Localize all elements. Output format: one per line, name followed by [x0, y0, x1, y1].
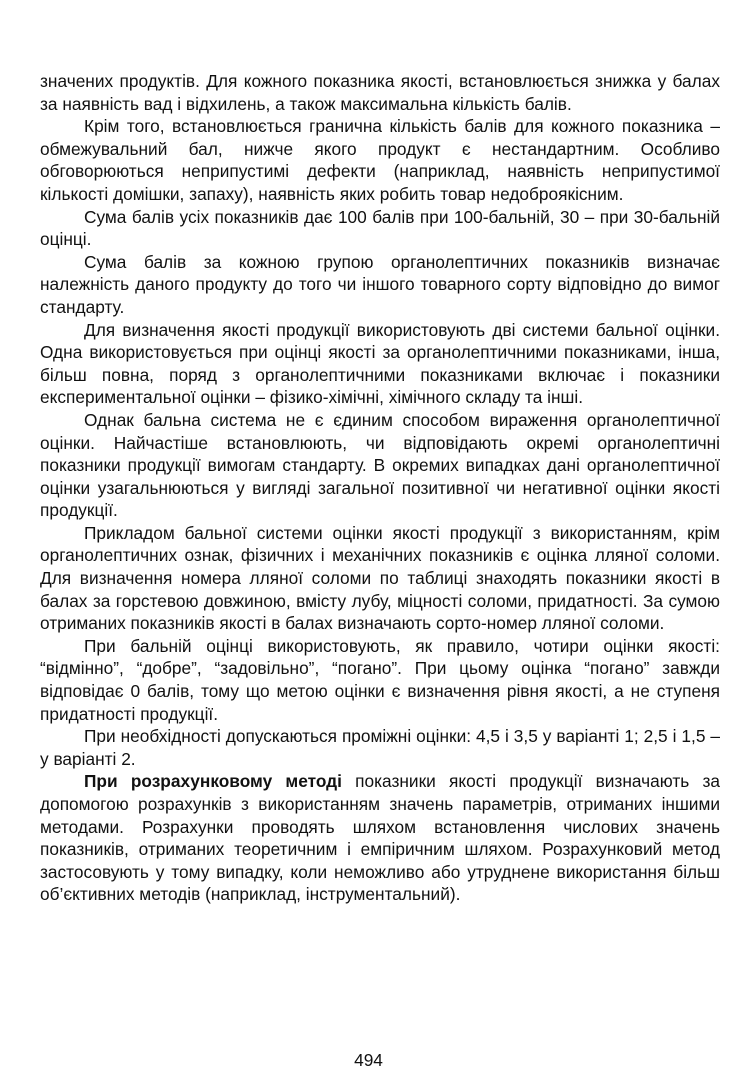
- paragraph: [40, 251, 720, 319]
- paragraph-text: Для визначення якості продукції використовують дві системи бальної оцінки. Одна використовується при оцінці якості за органолептичними показниками, інша, більш повна, поряд з органолептичними показниками включає і показники експериментальної оцінки – фізико-хімічні, хімічного складу та інші.: [40, 319, 720, 408]
- paragraph: [40, 725, 720, 770]
- paragraph: [40, 522, 720, 635]
- page-number: 494: [354, 1050, 383, 1070]
- paragraph: [40, 206, 720, 251]
- paragraph-text: Сума балів за кожною групою органолептичних показників визначає належність даного продукту до того чи іншого товарного сорту відповідно до вимог стандарту.: [40, 251, 720, 317]
- paragraph-text: Сума балів усіх показників дає 100 балів при 100-бальній, 30 – при 30-бальній оцінці.: [40, 206, 720, 250]
- paragraph-text: Прикладом бальної системи оцінки якості продукції з використанням, крім органолептичних ознак, фізичних і механічних показників є оцінка лляної соломи. Для визначення номера лляної соломи по таблиці знаходять показники якості в балах за горстевою довжиною, вмісту лубу, міцності соломи, придатності. За сумою отриманих показників якості в балах визначають сорто-номер лляної соломи.: [40, 522, 720, 634]
- paragraph: [40, 319, 720, 409]
- paragraph-text: показники якості продукції визначають за допомогою розрахунків з використанням значень параметрів, отриманих іншими методами. Розрахунки проводять шляхом встановлення числових значень показників, отриманих теоретичним і емпіричним шляхом. Розрахунковий метод застосовують у тому випадку, коли неможливо або утруднене використання більш об’єктивних методів (наприклад, інструментальний).: [40, 771, 720, 905]
- paragraph: [40, 409, 720, 522]
- paragraph-text: Крім того, встановлюється гранична кількість балів для кожного показника – обмежувальний бал, нижче якого продукт є нестандартним. Особливо обговорюються неприпустимі дефекти (наприклад, наявність неприпустимої кількості домішки, запаху), наявність яких робить товар недоброякісним.: [40, 116, 720, 204]
- paragraph: [40, 115, 720, 205]
- paragraph-text: При бальній оцінці використовують, як правило, чотири оцінки якості: “відмінно”, “добре”, “задовільно”, “погано”. При цьому оцінка “погано” завжди відповідає 0 балів, тому що метою оцінки є визначення рівня якості, а не ступеня придатності продукції.: [40, 635, 720, 724]
- paragraph-text: При необхідності допускаються проміжні оцінки: 4,5 і 3,5 у варіанті 1; 2,5 і 1,5 – у варіанті 2.: [40, 726, 720, 769]
- paragraph: [40, 635, 720, 725]
- paragraph-text: Однак бальна система не є єдиним способом вираження органолептичної оцінки. Найчастіше встановлюють, чи відповідають окремі органолептичні показники продукції вимогам стандарту. В окремих випадках дані органолептичної оцінки узагальнюються у вигляді загальної позитивної чи негативної оцінки якості продукції.: [40, 409, 720, 521]
- paragraph: [40, 770, 720, 906]
- bold-lead-term: При розрахунковому методі: [84, 771, 342, 792]
- paragraph: [40, 70, 720, 115]
- document-page: [40, 70, 720, 906]
- paragraph-text: значених продуктів. Для кожного показника якості, встановлюється знижка у балах за наявність вад і відхилень, а також максимальна кількість балів.: [40, 71, 720, 114]
